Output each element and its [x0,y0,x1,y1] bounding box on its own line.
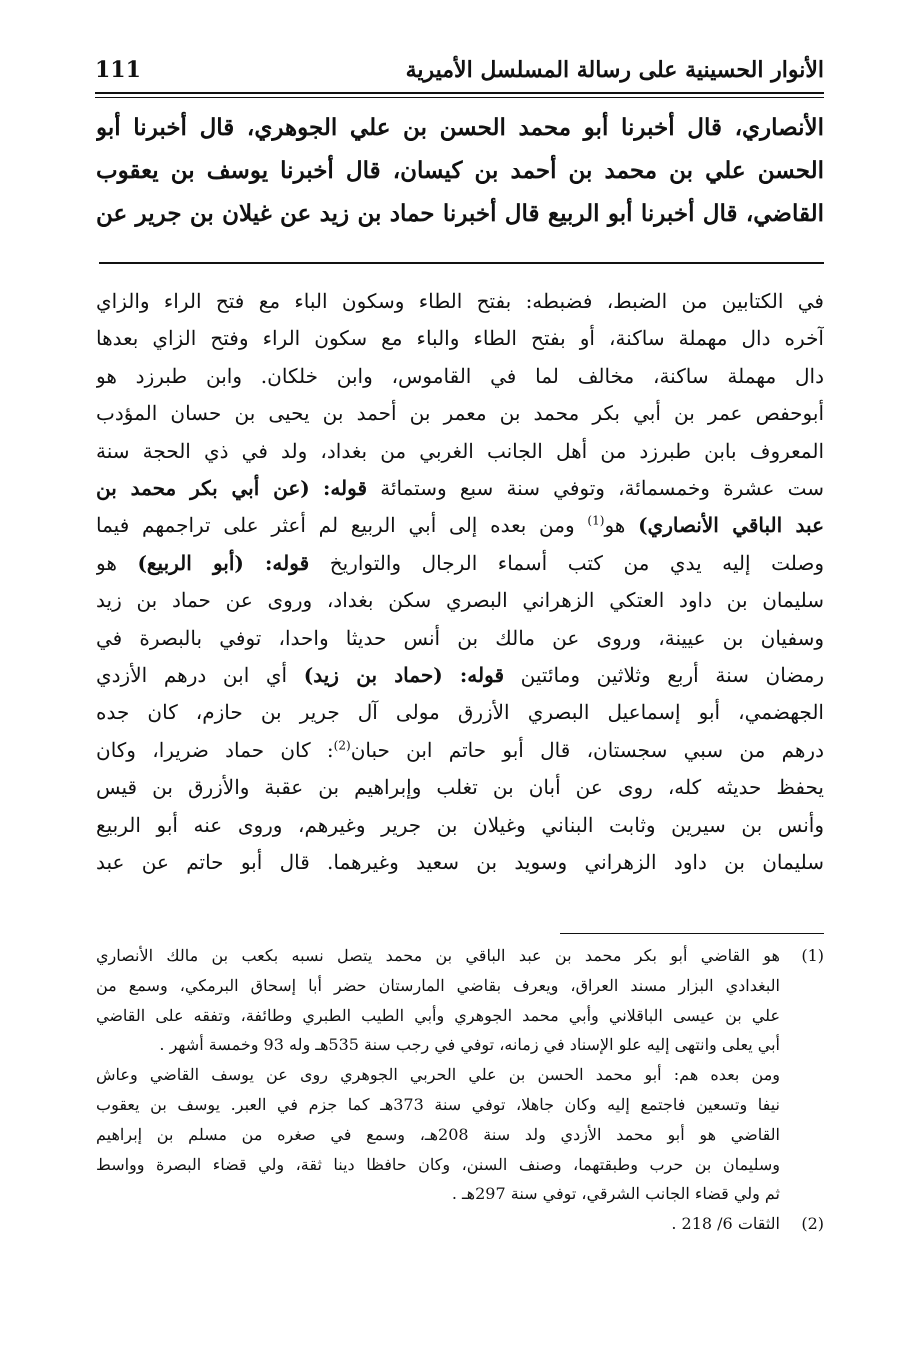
matn-text [96,106,824,235]
footnote-2 [96,1209,824,1239]
commentary-line [96,732,824,769]
footnote-line: القاضي هو أبو محمد الأزدي ولد سنة 208هـ، وسمع في صغره من مسلم بن إبراهيم [96,1124,780,1144]
matn-line: الأنصاري، قال أخبرنا أبو محمد الحسن بن علي الجوهري، قال أخبرنا أبو [96,114,824,141]
commentary-line [96,545,824,582]
commentary-text-run: ست عشرة وخمسمائة، وتوفي سنة سبع وستمائة [380,476,824,501]
commentary-text-run: أي ابن درهم الأزدي [96,663,288,688]
matn-separator-rule [99,262,824,264]
commentary-line: دال مهملة ساكنة، مخالف لما في القاموس، وابن خلكان. وابن طبرزد هو [96,363,824,388]
footnote-separator-rule [560,933,824,934]
quoted-lemma: قوله: (أبو الربيع) [137,550,310,575]
footnotes [96,941,824,1239]
commentary-line [96,507,824,544]
footnote-line: نيفا وتسعين فاجتمع إليه وكان جاهلا، توفي سنة 373هـ كما جزم في العبر. يوسف بن يعقوب [96,1094,780,1114]
footnote-body [96,941,780,1209]
footnote-ref-1[interactable]: (1) [587,513,605,528]
footnote-line: الثقات 6/ 218 . [671,1214,780,1234]
footnote-line: أبي يعلى وانتهى إليه علو الإسناد في زمانه، توفي في رجب سنة 535هـ وله 93 وخمسة أشهر . [159,1035,780,1055]
footnote-number: (1) [801,946,824,965]
commentary-text-run: وصلت إليه يدي من كتب أسماء الرجال والتواريخ [329,550,824,575]
quoted-lemma: قوله: (حماد بن زيد) [303,663,505,688]
commentary-line: وأنس بن سيرين وثابت البناني وغيلان بن جرير وغيرهم، وروى عنه أبو الربيع [96,812,824,837]
commentary-line [96,470,824,507]
footnote-line: ومن بعده هم: أبو محمد الحسن بن علي الحربي الجوهري روى عن يوسف القاضي وعاش [96,1065,780,1085]
running-title: الأنوار الحسينية على رسالة المسلسل الأميرية [405,57,824,83]
commentary-line: سليمان بن داود الزهراني وسويد بن سعيد وغيرهما. قال أبو حاتم عن عبد [96,850,824,875]
footnote-line: ثم ولي قضاء الجانب الشرقي، توفي سنة 297هـ . [451,1184,780,1204]
footnote-line: البغدادي البزار مسند العراق، ويعرف بقاضي المارستان حضر أبا إسحاق البرمكي، وسمع من [96,975,780,995]
commentary-line: في الكتابين من الضبط، فضبطه: بفتح الطاء وسكون الباء مع فتح الراء والزاي [96,289,824,313]
footnote-body [96,1209,780,1239]
header-double-rule [95,92,824,98]
commentary-line: يحفظ حديثه كله، روى عن أبان بن تغلب وإبراهيم بن عقبة والأزرق بن قيس [96,775,824,800]
commentary-text-run: هو [604,513,626,538]
commentary-text-run: : كان حماد ضريرا، وكان [96,737,334,762]
commentary-text-run: هو [96,550,117,575]
footnote-number: (2) [801,1214,824,1234]
footnote-line: وسليمان بن حرب وطبقتهما، وصنف السنن، وكان حافظا دينا ثقة، ولي قضاء البصرة وواسط [96,1154,780,1174]
footnote-1 [96,941,824,1209]
commentary-text [96,283,824,882]
commentary-line: وسفيان بن عيينة، وروى عن مالك بن أنس حديثا واحدا، توفي بالبصرة في [96,625,824,650]
footnote-line: هو القاضي أبو بكر محمد بن عبد الباقي بن محمد يتصل نسبه بكعب بن مالك الأنصاري [96,946,780,965]
commentary-text-run: ومن بعده إلى أبي الربيع لم أعثر على تراجمهم فيما [96,513,575,538]
commentary-line: آخره دال مهملة ساكنة، أو بفتح الطاء والباء مع سكون الراء وفتح الزاي بعدها [96,326,824,351]
matn-line: الحسن علي بن محمد بن أحمد بن كيسان، قال أخبرنا يوسف بن يعقوب [96,157,824,184]
quoted-lemma: (عن أبي بكر محمد بن [96,476,310,501]
qawluhu-marker: قوله: [322,476,368,501]
quoted-lemma: عبد الباقي الأنصاري) [638,513,824,538]
commentary-line: سليمان بن داود العتكي الزهراني البصري سكن بغداد، وروى عن حماد بن زيد [96,588,824,613]
commentary-line: الجهضمي، أبو إسماعيل البصري الأزرق مولى آل جرير بن حازم، كان جده [96,700,824,725]
commentary-text-run: رمضان سنة أربع وثلاثين ومائتين [520,663,824,688]
commentary-line: المعروف بابن طبرزد من أهل الجانب الغربي من بغداد، ولد في ذي الحجة سنة [96,438,824,463]
commentary-line: أبوحفص عمر بن أبي بكر محمد بن معمر بن أحمد بن يحيى بن حسان المؤدب [96,401,824,426]
commentary-line [96,657,824,694]
matn-line: القاضي، قال أخبرنا أبو الربيع قال أخبرنا حماد بن زيد عن غيلان بن جرير عن [96,200,824,227]
footnote-ref-2[interactable]: (2) [333,738,351,753]
commentary-text-run: درهم من سبي سجستان، قال أبو حاتم ابن حبان [350,737,824,762]
page-number: 111 [95,57,141,83]
running-header [95,48,824,92]
footnote-line: علي بن عيسى الباقلاني وأبي محمد الجوهري وأبي الطيب الطبري وطائفة، وتفقه على القاضي [96,1005,780,1025]
